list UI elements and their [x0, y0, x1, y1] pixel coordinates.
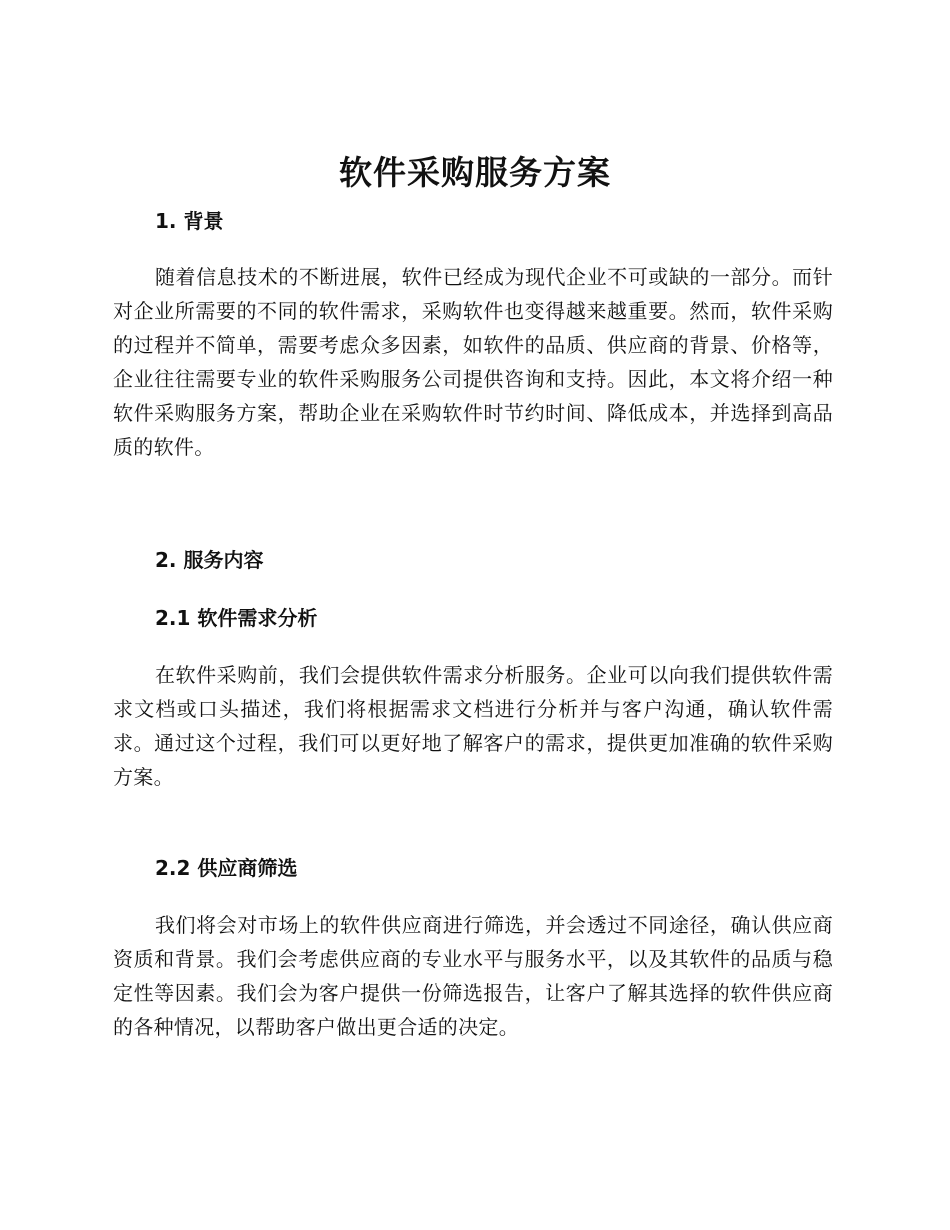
subsection-heading-requirements: 2.1 软件需求分析	[155, 606, 318, 630]
subsection-heading-supplier-screening: 2.2 供应商筛选	[155, 856, 298, 880]
document-title: 软件采购服务方案	[339, 153, 611, 192]
paragraph-supplier-screening: 我们将会对市场上的软件供应商进行筛选，并会透过不同途径，确认供应商资质和背景。我们会考虑供应商的专业水平与服务水平，以及其软件的品质与稳定性等因素。我们会为客户提供一份筛选报告，让客户了解其选择的软件供应商的各种情况，以帮助客户做出更合适的决定。	[113, 913, 833, 1039]
section-heading-background: 1. 背景	[155, 209, 224, 233]
paragraph-background: 随着信息技术的不断进展，软件已经成为现代企业不可或缺的一部分。而针对企业所需要的不同的软件需求，采购软件也变得越来越重要。然而，软件采购的过程并不简单，需要考虑众多因素，如软件的品质、供应商的背景、价格等，企业往往需要专业的软件采购服务公司提供咨询和支持。因此，本文将介绍一种软件采购服务方案，帮助企业在采购软件时节约时间、降低成本，并选择到高品质的软件。	[113, 265, 833, 459]
paragraph-requirements: 在软件采购前，我们会提供软件需求分析服务。企业可以向我们提供软件需求文档或口头描述，我们将根据需求文档进行分析并与客户沟通，确认软件需求。通过这个过程，我们可以更好地了解客户的需求，提供更加准确的软件采购方案。	[113, 663, 833, 789]
section-heading-services: 2. 服务内容	[155, 548, 264, 572]
